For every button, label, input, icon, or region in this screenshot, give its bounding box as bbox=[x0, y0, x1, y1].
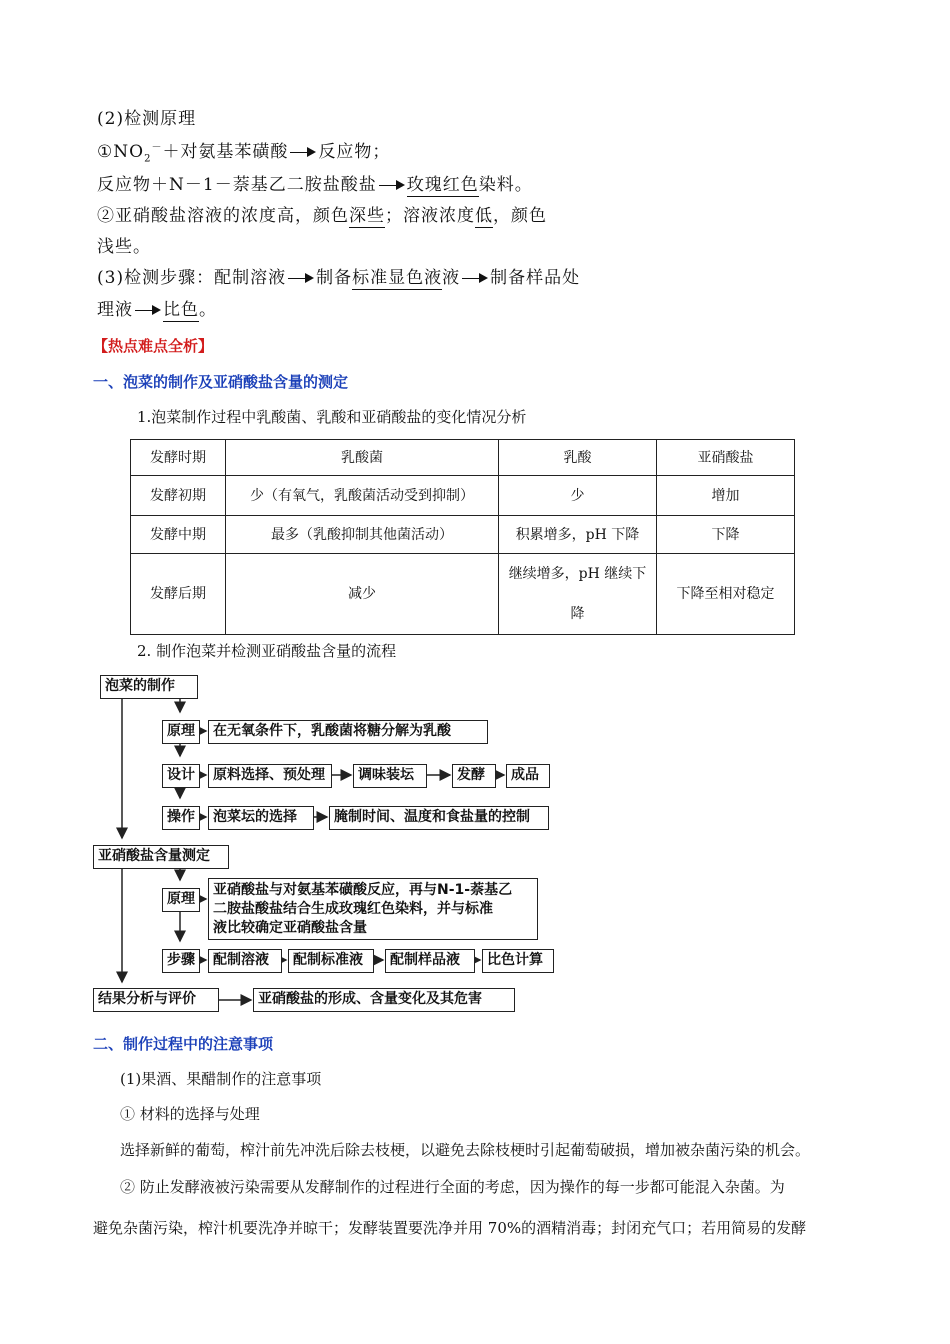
flow-box-operation: 操作 bbox=[162, 806, 200, 830]
section-1-sub-1: 1.泡菜制作过程中乳酸菌、乳酸和亚硝酸盐的变化情况分析 bbox=[137, 408, 527, 426]
intro-line-7: 理液 比色。 bbox=[97, 300, 217, 320]
table-cell: 发酵初期 bbox=[131, 476, 226, 516]
section-2-p3: 选择新鲜的葡萄，榨汁前先冲洗后除去枝梗，以避免去除枝梗时引起葡萄破损，增加被杂菌污染的机会。 bbox=[120, 1141, 811, 1159]
table-cell: 继续增多，pH 继续下降 bbox=[499, 554, 657, 635]
intro-line-2: $①NO_2^-+$对氨基苯磺酸 反应物； bbox=[97, 142, 391, 165]
flow-box-operation-step: 泡菜坛的选择 bbox=[208, 806, 314, 830]
flow-box-principle-1: 原理 bbox=[162, 720, 200, 744]
flow-box-steps-item: 配制样品液 bbox=[385, 949, 475, 973]
table-cell: 发酵中期 bbox=[131, 516, 226, 554]
flow-box-principle-2-line: 亚硝酸盐与对氨基苯磺酸反应，再与N-1-萘基乙 bbox=[213, 882, 513, 898]
flow-box-design: 设计 bbox=[162, 764, 200, 788]
flow-box-design-step: 发酵 bbox=[452, 764, 496, 788]
flow-box-pickle-making: 泡菜的制作 bbox=[100, 675, 198, 699]
table-cell: 增加 bbox=[657, 476, 795, 516]
table-cell: 发酵后期 bbox=[131, 554, 226, 635]
table-header-cell: 发酵时期 bbox=[131, 440, 226, 476]
flow-box-principle-2-text bbox=[208, 878, 538, 940]
flow-box-principle-2: 原理 bbox=[162, 888, 200, 912]
table-header-cell: 乳酸菌 bbox=[226, 440, 499, 476]
flow-box-result-text: 亚硝酸盐的形成、含量变化及其危害 bbox=[253, 988, 515, 1012]
table-cell: 积累增多，pH 下降 bbox=[499, 516, 657, 554]
section-2-title: 二、制作过程中的注意事项 bbox=[93, 1035, 274, 1053]
flow-box-design-step: 原料选择、预处理 bbox=[208, 764, 332, 788]
flow-box-principle-2-line: 二胺盐酸盐结合生成玫瑰红色染料，并与标准 bbox=[213, 901, 493, 917]
flow-box-operation-step: 腌制时间、温度和食盐量的控制 bbox=[329, 806, 549, 830]
flow-box-principle-2-line: 液比较确定亚硝酸盐含量 bbox=[213, 920, 367, 936]
flow-box-design-step: 调味装坛 bbox=[353, 764, 427, 788]
table-cell: 下降 bbox=[657, 516, 795, 554]
table-header-cell: 乳酸 bbox=[499, 440, 657, 476]
intro-line-1: (2)检测原理 bbox=[97, 109, 197, 129]
table-cell: 少 bbox=[499, 476, 657, 516]
flow-box-principle-1-text: 在无氧条件下，乳酸菌将糖分解为乳酸 bbox=[208, 720, 488, 744]
flow-box-steps-item: 比色计算 bbox=[482, 949, 554, 973]
table-cell: 少（有氧气，乳酸菌活动受到抑制） bbox=[226, 476, 499, 516]
flow-box-result: 结果分析与评价 bbox=[93, 988, 219, 1012]
flow-box-steps-item: 配制溶液 bbox=[208, 949, 282, 973]
section-heading-red: 【热点难点全析】 bbox=[93, 337, 214, 355]
table-cell: 减少 bbox=[226, 554, 499, 635]
intro-line-4: ②亚硝酸盐溶液的浓度高，颜色深些；溶液浓度低，颜色 bbox=[97, 206, 547, 226]
section-2-p1: (1)果酒、果醋制作的注意事项 bbox=[120, 1070, 322, 1088]
flow-box-steps-item: 配制标准液 bbox=[288, 949, 374, 973]
flow-box-nitrite-test: 亚硝酸盐含量测定 bbox=[93, 845, 229, 869]
table-cell: 最多（乳酸抑制其他菌活动） bbox=[226, 516, 499, 554]
flow-box-design-step: 成品 bbox=[506, 764, 550, 788]
intro-line-3: 反应物＋N－1－萘基乙二胺盐酸盐 玫瑰红色染料。 bbox=[97, 175, 533, 195]
section-2-p4: ② 防止发酵液被污染需要从发酵制作的过程进行全面的考虑，因为操作的每一步都可能混入杂菌。为 bbox=[120, 1178, 785, 1196]
intro-line-6: (3)检测步骤：配制溶液 制备标准显色液液 制备样品处 bbox=[97, 268, 581, 288]
table-header-cell: 亚硝酸盐 bbox=[657, 440, 795, 476]
section-1-sub-2: 2. 制作泡菜并检测亚硝酸盐含量的流程 bbox=[137, 642, 397, 660]
intro-line-5: 浅些。 bbox=[97, 237, 151, 257]
section-2-p2: ① 材料的选择与处理 bbox=[120, 1105, 260, 1123]
section-2-p5: 避免杂菌污染，榨汁机要洗净并晾干；发酵装置要洗净并用 70%的酒精消毒；封闭充气口；若用简易的发酵 bbox=[93, 1219, 807, 1237]
table-cell: 下降至相对稳定 bbox=[657, 554, 795, 635]
section-1-title: 一、泡菜的制作及亚硝酸盐含量的测定 bbox=[93, 373, 349, 391]
flow-box-steps: 步骤 bbox=[162, 949, 200, 973]
